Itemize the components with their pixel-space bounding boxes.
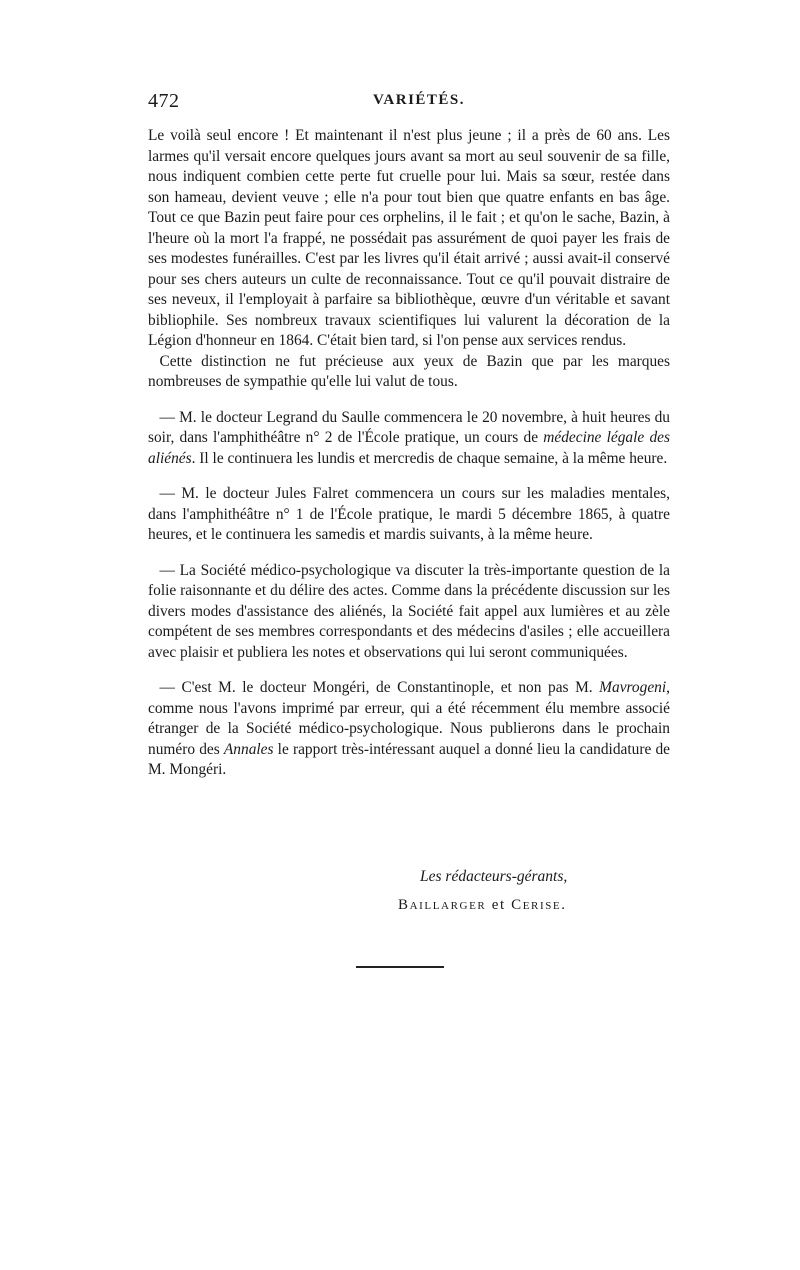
paragraph-legrand-course: [148, 408, 670, 470]
course-title: médecine légale des aliénés: [148, 429, 670, 467]
paragraph-text: — M. le docteur Legrand du Saulle commencera le 20 novembre, à huit heures du soir, dans l'amphithéâtre n° 2 de l'École pratique, un cours de: [148, 408, 670, 446]
paragraph-bazin-distinction: [148, 352, 670, 393]
paragraph-mongeri-correction: [148, 678, 670, 781]
body-text: [148, 126, 670, 781]
paragraph-text: — M. le docteur Jules Falret commencera un cours sur les maladies mentales, dans l'amphithéâtre n° 1 de l'École pratique, le mardi 5 décembre 1865, à quatre heures, et le continuera les samedis et mardis suivants, à la même heure.: [148, 485, 670, 543]
journal-title: Annales: [223, 740, 274, 758]
paragraph-text: — La Société médico-psychologique va discuter la très-importante question de la folie raisonnante et du délire des actes. Comme dans la précédente discussion sur les divers modes d'assistance des aliénés, la Société fait appel aux lumières et au zèle compétent de ses membres correspondants et des médecins d'asiles ; elle accueillera avec plaisir et publiera les notes et observations qui lui seront communiquées.: [148, 561, 670, 661]
paragraph-text: — C'est M. le docteur Mongéri, de Constantinople, et non pas M.: [159, 679, 600, 696]
running-head: [148, 88, 670, 116]
editor-name-cerise: Cerise.: [511, 897, 567, 913]
page-number: 472: [148, 90, 180, 112]
paragraph-societe-discussion: [148, 561, 670, 664]
paragraph-falret-course: [148, 484, 670, 546]
signature-names: [398, 894, 670, 916]
paragraph-text: , comme nous l'avons imprimé par erreur, qui a été récemment élu membre associé étranger de la Société médico-psychologique. Nous publierons dans le prochain numéro des: [148, 679, 670, 758]
paragraph-text: . Il le continuera les lundis et mercredis de chaque semaine, à la même heure.: [191, 449, 668, 467]
signature-role: Les rédacteurs-gérants,: [420, 868, 568, 885]
paragraph-text: le rapport très-intéressant auquel a donné lieu la candidature de M. Mongéri.: [148, 740, 670, 778]
end-rule-divider: [356, 966, 444, 968]
paragraph-text: Cette distinction ne fut précieuse aux yeux de Bazin que par les marques nombreuses de sympathie qu'elle lui valut de tous.: [148, 352, 670, 390]
running-title: VARIÉTÉS.: [373, 92, 466, 108]
signature-block: [398, 866, 670, 916]
editor-name-baillarger: Baillarger: [398, 897, 487, 913]
name-mavrogeni: Mavrogeni: [599, 679, 667, 696]
paragraph-text: Le voilà seul encore ! Et maintenant il n'est plus jeune ; il a près de 60 ans. Les larmes qu'il versait encore quelques jours avant sa mort au seul souvenir de sa fille, nous indiquent combien cette perte fut cruelle pour lui. Mais sa sœur, restée dans son hameau, devient veuve ; elle n'a pour tout bien que quatre enfants en bas âge. Tout ce que Bazin peut faire pour ces orphelins, il le fait ; et qu'on le sache, Bazin, à l'heure où la mort l'a frappé, ne possédait pas assurément de quoi payer les frais de ses modestes funérailles. C'est par les livres qu'il était arrivé ; aussi avait-il conservé pour ses chers auteurs un culte de reconnaissance. Tout ce qu'il pouvait distraire de ses neveux, il l'employait à parfaire sa bibliothèque, œuvre d'un véritable et savant bibliophile. Ses nombreux travaux scientifiques lui valurent la décoration de la Légion d'honneur en 1864. C'était bien tard, si l'on pense aux services rendus.: [148, 127, 670, 349]
paragraph-bazin-life: [148, 126, 670, 352]
signature-conjunction: et: [491, 897, 506, 913]
